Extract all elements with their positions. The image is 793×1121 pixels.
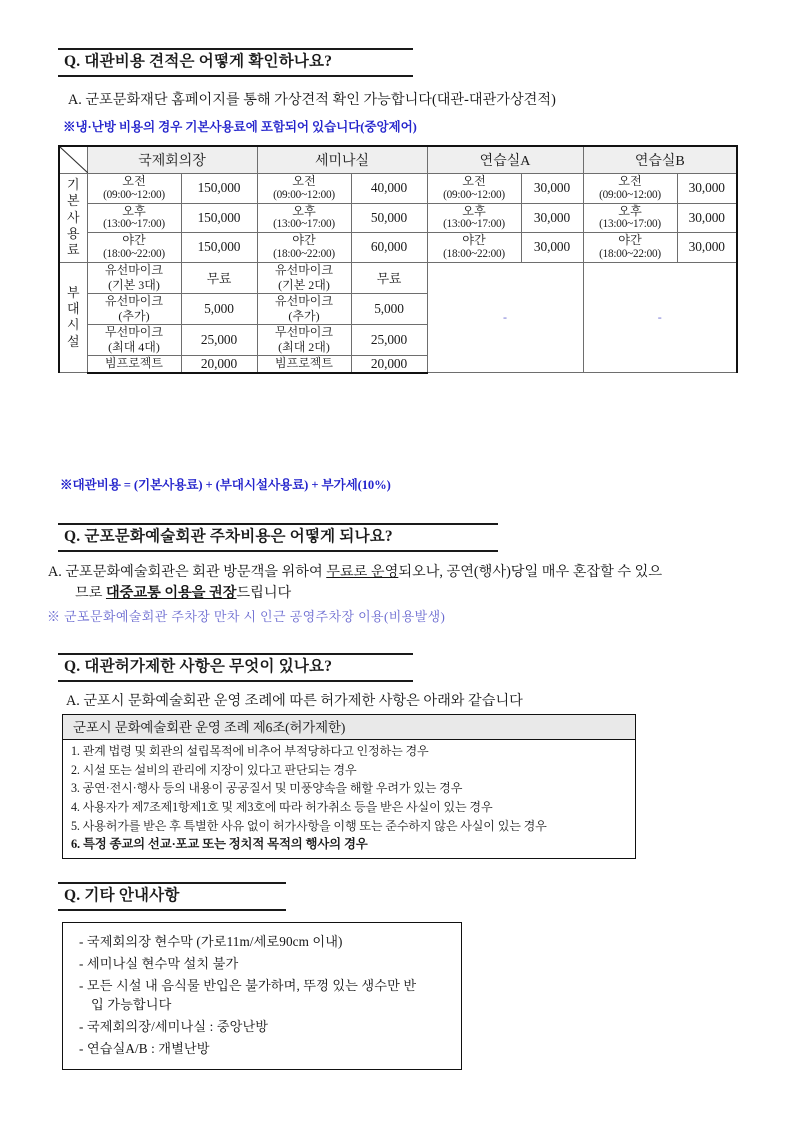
slot-name: 야간 bbox=[122, 233, 146, 248]
list-item bbox=[63, 953, 461, 975]
ordinance-box bbox=[62, 714, 636, 859]
slot-cell bbox=[427, 233, 521, 263]
empty-cell-practice-b bbox=[583, 262, 737, 373]
fee-table bbox=[58, 145, 738, 374]
slot-name: 오전 bbox=[462, 174, 486, 188]
q2-answer-line1 bbox=[48, 563, 662, 582]
slot-time: (18:00~22:00) bbox=[273, 247, 335, 260]
venue-header-2: 연습실A bbox=[427, 146, 583, 174]
slot-time: (13:00~17:00) bbox=[599, 218, 661, 231]
venue-header-0: 국제회의장 bbox=[87, 146, 257, 174]
q2-answer-line2-post: 드립니다 bbox=[236, 585, 292, 601]
empty-mark: - bbox=[503, 309, 508, 324]
slot-cell bbox=[257, 174, 351, 204]
price-cell: 25,000 bbox=[351, 324, 427, 355]
ordinance-box-title: 군포시 문화예술회관 운영 조례 제6조(허가제한) bbox=[63, 715, 635, 740]
price-cell: 30,000 bbox=[677, 174, 737, 204]
slot-time: (09:00~12:00) bbox=[599, 188, 661, 201]
aux-name-line1: 빔프로젝트 bbox=[105, 356, 163, 371]
slot-name: 오후 bbox=[462, 203, 486, 218]
row-group-aux-text: 부대시설 bbox=[66, 284, 80, 349]
price-cell: 150,000 bbox=[181, 203, 257, 233]
slot-cell bbox=[427, 174, 521, 204]
aux-name-line2: (최대 4대) bbox=[108, 339, 160, 354]
q1-heading: Q. 대관비용 견적은 어떻게 확인하나요? bbox=[58, 48, 413, 77]
empty-mark: - bbox=[657, 309, 662, 324]
aux-name-cell bbox=[87, 355, 181, 373]
slot-cell bbox=[87, 203, 181, 233]
slot-cell bbox=[583, 174, 677, 204]
misc-info-box bbox=[62, 922, 462, 1070]
q2-heading: Q. 군포문화예술회관 주차비용은 어떻게 되나요? bbox=[58, 523, 498, 552]
aux-name-cell bbox=[87, 324, 181, 355]
aux-name-line2: (기본 3대) bbox=[108, 277, 160, 292]
slot-cell bbox=[257, 203, 351, 233]
misc-item-text: - 모든 시설 내 음식물 반입은 불가하며, 뚜껑 있는 생수만 반 bbox=[79, 977, 417, 993]
q2-answer-underline-1: 무료로 운영 bbox=[326, 564, 399, 580]
list-item bbox=[63, 931, 461, 953]
aux-name-line1: 유선마이크 bbox=[275, 262, 333, 277]
list-item: 3. 공연·전시·행사 등의 내용이 공공질서 및 미풍양속을 해할 우려가 있는 경우 bbox=[71, 781, 463, 796]
misc-item-text: - 국제회의장/세미나실 : 중앙난방 bbox=[79, 1019, 269, 1035]
q2-answer-line2 bbox=[75, 584, 291, 603]
slot-time: (18:00~22:00) bbox=[599, 247, 661, 260]
price-cell: 20,000 bbox=[351, 355, 427, 373]
list-item: 5. 사용허가를 받은 후 특별한 사유 없이 허가사항을 이행 또는 준수하지 않은 사실이 있는 경우 bbox=[71, 818, 547, 833]
aux-name-line1: 유선마이크 bbox=[105, 293, 163, 308]
q1-formula-note: ※대관비용 = (기본사용료) + (부대시설사용료) + 부가세(10%) bbox=[60, 478, 391, 492]
slot-name: 야간 bbox=[462, 233, 486, 248]
misc-item-continuation: 입 가능합니다 bbox=[91, 997, 172, 1013]
slot-cell bbox=[583, 233, 677, 263]
slot-time: (13:00~17:00) bbox=[443, 218, 505, 231]
slot-time: (18:00~22:00) bbox=[103, 247, 165, 260]
q2-answer-line2-pre: 므로 bbox=[75, 585, 106, 601]
q2-answer-pre: A. 군포문화예술회관은 회관 방문객을 위하여 bbox=[48, 564, 327, 580]
slot-name: 오전 bbox=[292, 174, 316, 188]
row-group-basic-text: 기본사용료 bbox=[66, 177, 80, 258]
slot-name: 야간 bbox=[618, 233, 642, 248]
slot-name: 오전 bbox=[618, 174, 642, 188]
row-group-basic-label bbox=[59, 174, 87, 263]
price-cell: 5,000 bbox=[181, 293, 257, 324]
aux-name-cell bbox=[87, 262, 181, 293]
aux-name-line1: 빔프로젝트 bbox=[275, 356, 333, 371]
q3-heading: Q. 대관허가제한 사항은 무엇이 있나요? bbox=[58, 653, 413, 682]
q4-heading: Q. 기타 안내사항 bbox=[58, 882, 286, 911]
table-corner-cell bbox=[59, 146, 87, 174]
ordinance-list bbox=[63, 740, 635, 858]
table-row bbox=[59, 174, 737, 204]
price-cell: 40,000 bbox=[351, 174, 427, 204]
slot-time: (18:00~22:00) bbox=[443, 247, 505, 260]
slot-time: (13:00~17:00) bbox=[273, 218, 335, 231]
aux-name-line1: 무선마이크 bbox=[105, 324, 163, 339]
aux-name-cell bbox=[87, 293, 181, 324]
slot-name: 오후 bbox=[618, 203, 642, 218]
slot-time: (09:00~12:00) bbox=[443, 188, 505, 201]
slot-cell bbox=[427, 203, 521, 233]
aux-name-line2: (추가) bbox=[288, 308, 320, 323]
slot-name: 야간 bbox=[292, 233, 316, 248]
price-cell: 30,000 bbox=[521, 203, 583, 233]
diagonal-line-icon bbox=[60, 147, 88, 173]
aux-name-cell bbox=[257, 293, 351, 324]
slot-time: (09:00~12:00) bbox=[273, 188, 335, 201]
q2-note: ※ 군포문화예술회관 주차장 만차 시 인근 공영주차장 이용(비용발생) bbox=[47, 609, 446, 624]
aux-name-line1: 유선마이크 bbox=[105, 262, 163, 277]
slot-cell bbox=[87, 233, 181, 263]
aux-name-line2: (추가) bbox=[118, 308, 150, 323]
misc-info-list bbox=[63, 931, 461, 1060]
venue-header-1: 세미나실 bbox=[257, 146, 427, 174]
aux-name-line1: 유선마이크 bbox=[275, 293, 333, 308]
slot-name: 오후 bbox=[292, 203, 316, 218]
empty-cell-practice-a bbox=[427, 262, 583, 373]
slot-cell bbox=[257, 233, 351, 263]
price-cell: 무료 bbox=[181, 262, 257, 293]
list-item bbox=[63, 1016, 461, 1038]
aux-name-line1: 무선마이크 bbox=[275, 324, 333, 339]
price-cell: 30,000 bbox=[677, 233, 737, 263]
price-cell: 60,000 bbox=[351, 233, 427, 263]
q1-answer: A. 군포문화재단 홈페이지를 통해 가상견적 확인 가능합니다(대관-대관가상견적) bbox=[68, 92, 556, 108]
price-cell: 20,000 bbox=[181, 355, 257, 373]
q3-answer: A. 군포시 문화예술회관 운영 조례에 따른 허가제한 사항은 아래와 같습니다 bbox=[66, 693, 523, 709]
list-item: 2. 시설 또는 설비의 관리에 지장이 있다고 판단되는 경우 bbox=[71, 762, 357, 777]
price-cell: 25,000 bbox=[181, 324, 257, 355]
list-item bbox=[63, 1038, 461, 1060]
slot-name: 오전 bbox=[122, 174, 146, 188]
q2-answer-underline-2: 대중교통 이용을 권장 bbox=[105, 585, 237, 601]
list-item: 1. 관계 법령 및 회관의 설립목적에 비추어 부적당하다고 인정하는 경우 bbox=[71, 744, 429, 758]
aux-name-cell bbox=[257, 355, 351, 373]
venue-header-3: 연습실B bbox=[583, 146, 737, 174]
price-cell: 무료 bbox=[351, 262, 427, 293]
aux-name-line2: (기본 2대) bbox=[278, 277, 330, 292]
price-cell: 5,000 bbox=[351, 293, 427, 324]
table-row bbox=[59, 262, 737, 293]
price-cell: 150,000 bbox=[181, 233, 257, 263]
list-item: 4. 사용자가 제7조제1항제1호 및 제3호에 따라 허가취소 등을 받은 사실이 있는 경우 bbox=[71, 800, 493, 815]
misc-item-text: - 국제회의장 현수막 (가로11m/세로90cm 이내) bbox=[79, 934, 343, 949]
table-row bbox=[59, 203, 737, 233]
row-group-aux-label bbox=[59, 262, 87, 373]
slot-name: 오후 bbox=[122, 203, 146, 218]
q2-answer-mid: 되오나, 공연(행사)당일 매우 혼잡할 수 있으 bbox=[398, 564, 663, 580]
list-item bbox=[63, 975, 461, 1017]
price-cell: 150,000 bbox=[181, 174, 257, 204]
slot-cell bbox=[87, 174, 181, 204]
misc-item-text: - 연습실A/B : 개별난방 bbox=[79, 1040, 210, 1056]
price-cell: 30,000 bbox=[521, 174, 583, 204]
price-cell: 30,000 bbox=[677, 203, 737, 233]
slot-time: (13:00~17:00) bbox=[103, 218, 165, 231]
list-item: 6. 특정 종교의 선교·포교 또는 정치적 목적의 행사의 경우 bbox=[71, 837, 368, 852]
aux-name-cell bbox=[257, 324, 351, 355]
price-cell: 50,000 bbox=[351, 203, 427, 233]
aux-name-cell bbox=[257, 262, 351, 293]
misc-item-text: - 세미나실 현수막 설치 불가 bbox=[79, 955, 239, 971]
table-row bbox=[59, 233, 737, 263]
q1-note: ※냉·난방 비용의 경우 기본사용료에 포함되어 있습니다(중앙제어) bbox=[63, 120, 417, 134]
price-cell: 30,000 bbox=[521, 233, 583, 263]
slot-cell bbox=[583, 203, 677, 233]
aux-name-line2: (최대 2대) bbox=[278, 339, 330, 354]
slot-time: (09:00~12:00) bbox=[103, 188, 165, 201]
